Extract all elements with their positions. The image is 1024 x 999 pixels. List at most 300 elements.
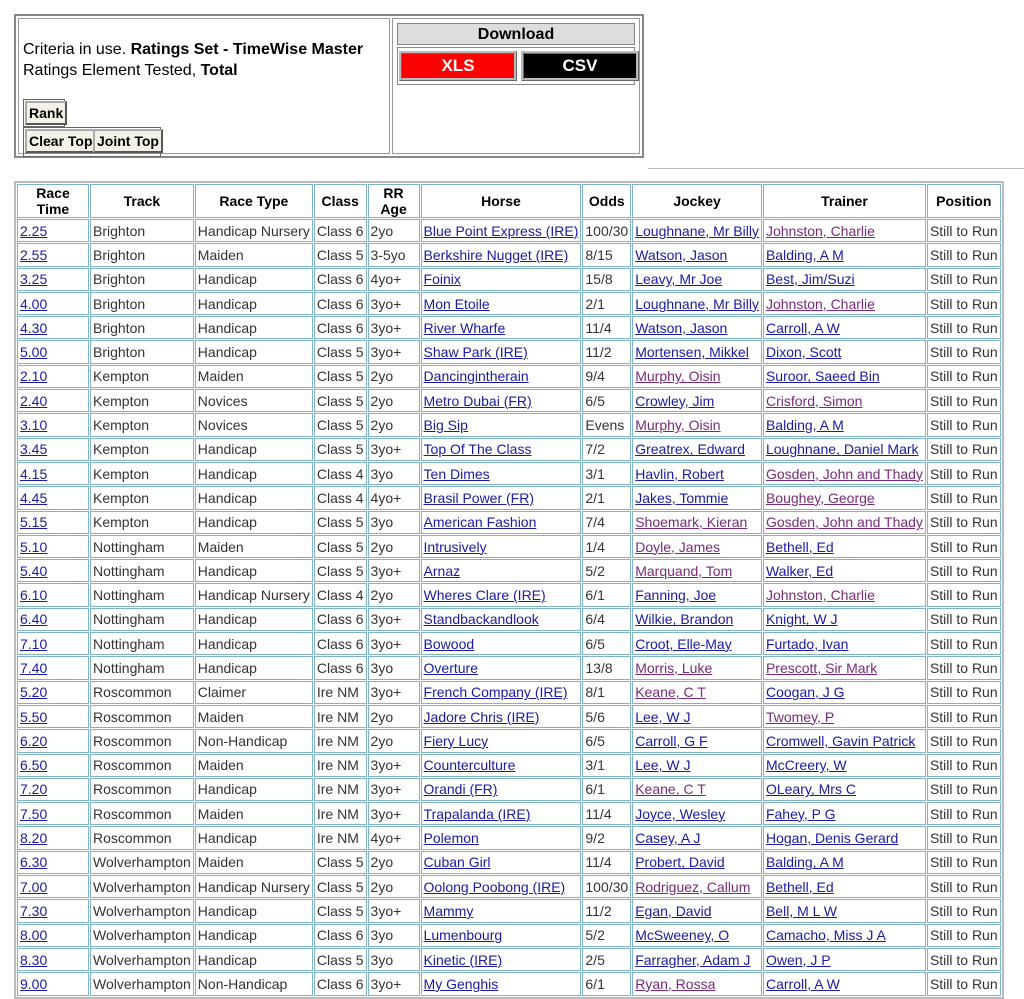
jockey-link[interactable]: Fanning, Joe	[635, 587, 717, 604]
cell-trainer	[763, 535, 926, 558]
trainer-link[interactable]: Walker, Ed	[765, 562, 834, 579]
race-time-link[interactable]: 7.10	[20, 635, 48, 652]
race-time-link[interactable]: 2.25	[20, 222, 48, 239]
cell-position: Still to Run	[927, 632, 1001, 655]
cell-odds: 11/2	[582, 340, 631, 363]
element-prefix: Ratings Element Tested,	[23, 62, 201, 79]
horse-link[interactable]: Jadore Chris (IRE)	[423, 708, 540, 725]
jockey-link[interactable]: Probert, David	[635, 854, 725, 871]
cell-race-type: Handicap	[195, 462, 313, 485]
trainer-link[interactable]: Carroll, A W	[765, 319, 840, 336]
horse-link[interactable]: River Wharfe	[423, 319, 506, 336]
cell-class: Class 5	[314, 851, 367, 874]
cell-rr-age: 3yo+	[368, 438, 420, 461]
cell-class: Class 4	[314, 486, 367, 509]
jockey-link[interactable]: Havlin, Robert	[635, 465, 724, 482]
cell-track: Roscommon	[90, 729, 194, 752]
cell-race-type: Claimer	[195, 681, 313, 704]
race-time-link[interactable]: 6.30	[20, 854, 48, 871]
download-title: Download	[397, 23, 635, 45]
cell-rr-age: 2yo	[368, 729, 420, 752]
cell-track: Kempton	[90, 438, 194, 461]
cell-trainer	[763, 438, 926, 461]
trainer-link[interactable]: Bethell, Ed	[765, 538, 834, 555]
table-row	[17, 875, 1001, 898]
cell-rr-age: 3yo+	[368, 632, 420, 655]
jockey-link[interactable]: Doyle, James	[635, 538, 721, 555]
header-track: Track	[90, 184, 194, 218]
cell-rr-age: 2yo	[368, 535, 420, 558]
race-time-link[interactable]: 3.45	[20, 441, 48, 458]
cell-race-time	[17, 389, 89, 412]
trainer-link[interactable]: Bell, M L W	[765, 902, 838, 919]
cell-class: Class 6	[314, 656, 367, 679]
horse-link[interactable]: Shaw Park (IRE)	[423, 344, 528, 361]
horse-link[interactable]: Wheres Clare (IRE)	[423, 587, 546, 604]
cell-rr-age: 3yo	[368, 948, 420, 971]
jockey-link[interactable]: Murphy, Oisin	[635, 417, 721, 434]
cell-horse	[421, 243, 582, 266]
cell-race-type: Handicap	[195, 632, 313, 655]
cell-race-type: Handicap	[195, 559, 313, 582]
jockey-link[interactable]: Joyce, Wesley	[635, 805, 726, 822]
horse-link[interactable]: Intrusively	[423, 538, 487, 555]
table-row	[17, 826, 1001, 849]
horse-link[interactable]: Orandi (FR)	[423, 781, 498, 798]
trainer-link[interactable]: Boughey, George	[765, 489, 875, 506]
cell-jockey	[632, 535, 762, 558]
horse-link[interactable]: Top Of The Class	[423, 441, 532, 458]
jockey-link[interactable]: Morris, Luke	[635, 659, 713, 676]
jockey-link[interactable]: Loughnane, Mr Billy	[635, 222, 759, 239]
cell-race-type: Maiden	[195, 243, 313, 266]
cell-rr-age: 2yo	[368, 583, 420, 606]
cell-class: Class 6	[314, 924, 367, 947]
cell-track: Brighton	[90, 316, 194, 339]
cell-horse	[421, 340, 582, 363]
cell-race-time	[17, 219, 89, 242]
race-time-link[interactable]: 2.55	[20, 246, 48, 263]
jockey-link[interactable]: Mortensen, Mikkel	[635, 344, 749, 361]
cell-track: Roscommon	[90, 681, 194, 704]
horse-link[interactable]: Metro Dubai (FR)	[423, 392, 532, 409]
cell-jockey	[632, 899, 762, 922]
cell-track: Roscommon	[90, 778, 194, 801]
cell-horse	[421, 365, 582, 388]
cell-class: Ire NM	[314, 826, 367, 849]
cell-class: Class 5	[314, 340, 367, 363]
cell-race-time	[17, 729, 89, 752]
trainer-link[interactable]: Johnston, Charlie	[765, 295, 875, 312]
race-time-link[interactable]: 5.20	[20, 684, 48, 701]
table-row	[17, 705, 1001, 728]
cell-rr-age: 4yo+	[368, 268, 420, 291]
rank-button[interactable]: Rank	[25, 101, 67, 125]
jockey-link[interactable]: Marquand, Tom	[635, 562, 733, 579]
race-time-link[interactable]: 8.20	[20, 830, 48, 847]
cell-trainer	[763, 705, 926, 728]
cell-position: Still to Run	[927, 851, 1001, 874]
table-row	[17, 340, 1001, 363]
trainer-link[interactable]: OLeary, Mrs C	[765, 781, 856, 798]
cell-horse	[421, 219, 582, 242]
cell-class: Class 5	[314, 243, 367, 266]
cell-track: Kempton	[90, 462, 194, 485]
cell-horse	[421, 778, 582, 801]
jockey-link[interactable]: Rodriguez, Callum	[635, 878, 751, 895]
cell-race-type: Novices	[195, 413, 313, 436]
cell-jockey	[632, 802, 762, 825]
cell-race-time	[17, 243, 89, 266]
horse-link[interactable]: Bowood	[423, 635, 475, 652]
cell-trainer	[763, 656, 926, 679]
horse-link[interactable]: Standbackandlook	[423, 611, 539, 628]
cell-track: Nottingham	[90, 583, 194, 606]
cell-race-type: Maiden	[195, 851, 313, 874]
jockey-link[interactable]: Shoemark, Kieran	[635, 514, 748, 531]
csv-download-button[interactable]: CSV	[521, 51, 639, 81]
trainer-link[interactable]: Johnston, Charlie	[765, 587, 875, 604]
cell-class: Class 5	[314, 389, 367, 412]
horse-link[interactable]: Mammy	[423, 902, 474, 919]
cell-rr-age: 3yo+	[368, 802, 420, 825]
cell-class: Class 6	[314, 972, 367, 995]
cell-class: Class 5	[314, 899, 367, 922]
race-time-link[interactable]: 7.50	[20, 805, 48, 822]
trainer-link[interactable]: Balding, A M	[765, 417, 844, 434]
header-race-time: Race Time	[17, 184, 89, 218]
cell-race-time	[17, 535, 89, 558]
trainer-link[interactable]: McCreery, W	[765, 757, 847, 774]
jockey-link[interactable]: Leavy, Mr Joe	[635, 271, 723, 288]
trainer-link[interactable]: Camacho, Miss J A	[765, 927, 886, 944]
cell-horse	[421, 608, 582, 631]
cell-position: Still to Run	[927, 924, 1001, 947]
xls-download-button[interactable]: XLS	[399, 51, 517, 81]
cell-position: Still to Run	[927, 681, 1001, 704]
cell-trainer	[763, 924, 926, 947]
jockey-link[interactable]: Lee, W J	[635, 708, 691, 725]
header-race-type: Race Type	[195, 184, 313, 218]
cell-position: Still to Run	[927, 972, 1001, 995]
cell-race-type: Handicap	[195, 778, 313, 801]
cell-rr-age: 3yo	[368, 656, 420, 679]
trainer-link[interactable]: Hogan, Denis Gerard	[765, 830, 899, 847]
cell-race-type: Handicap	[195, 826, 313, 849]
cell-jockey	[632, 559, 762, 582]
cell-horse	[421, 559, 582, 582]
cell-jockey	[632, 826, 762, 849]
jockey-link[interactable]: Watson, Jason	[635, 246, 728, 263]
trainer-link[interactable]: Best, Jim/Suzi	[765, 271, 855, 288]
cell-rr-age: 3yo+	[368, 681, 420, 704]
cell-trainer	[763, 413, 926, 436]
criteria-prefix: Criteria in use.	[23, 41, 131, 58]
cell-odds: 6/1	[582, 778, 631, 801]
horse-link[interactable]: Fiery Lucy	[423, 732, 489, 749]
criteria-box	[18, 18, 390, 154]
cell-odds: 5/2	[582, 924, 631, 947]
cell-trainer	[763, 365, 926, 388]
cell-race-time	[17, 899, 89, 922]
horse-link[interactable]: French Company (IRE)	[423, 684, 568, 701]
race-time-link[interactable]: 2.40	[20, 392, 48, 409]
horse-link[interactable]: Mon Etoile	[423, 295, 490, 312]
jockey-link[interactable]: Egan, David	[635, 902, 712, 919]
trainer-link[interactable]: Loughnane, Daniel Mark	[765, 441, 919, 458]
cell-class: Ire NM	[314, 705, 367, 728]
horse-link[interactable]: Counterculture	[423, 757, 516, 774]
cell-horse	[421, 632, 582, 655]
horse-link[interactable]: Cuban Girl	[423, 854, 491, 871]
race-time-link[interactable]: 2.10	[20, 368, 48, 385]
jockey-link[interactable]: Watson, Jason	[635, 319, 728, 336]
trainer-link[interactable]: Twomey, P	[765, 708, 835, 725]
cell-trainer	[763, 729, 926, 752]
race-time-link[interactable]: 9.00	[20, 975, 48, 992]
horse-link[interactable]: Kinetic (IRE)	[423, 951, 503, 968]
cell-rr-age: 3yo+	[368, 608, 420, 631]
horse-link[interactable]: Dancingintherain	[423, 368, 529, 385]
trainer-link[interactable]: Owen, J P	[765, 951, 831, 968]
race-time-link[interactable]: 5.00	[20, 344, 48, 361]
horse-link[interactable]: Overture	[423, 659, 479, 676]
race-time-link[interactable]: 6.40	[20, 611, 48, 628]
jockey-link[interactable]: Jakes, Tommie	[635, 489, 729, 506]
cell-odds: 2/5	[582, 948, 631, 971]
cell-race-type: Handicap	[195, 899, 313, 922]
jockey-link[interactable]: Lee, W J	[635, 757, 691, 774]
element-line	[23, 62, 238, 80]
cell-trainer	[763, 632, 926, 655]
trainer-link[interactable]: Carroll, A W	[765, 975, 840, 992]
cell-trainer	[763, 583, 926, 606]
jockey-link[interactable]: Keane, C T	[635, 781, 706, 798]
cell-trainer	[763, 608, 926, 631]
cell-race-time	[17, 268, 89, 291]
horse-link[interactable]: Oolong Poobong (IRE)	[423, 878, 566, 895]
race-time-link[interactable]: 8.30	[20, 951, 48, 968]
cell-race-time	[17, 754, 89, 777]
horse-link[interactable]: Lumenbourg	[423, 927, 503, 944]
cell-track: Kempton	[90, 413, 194, 436]
table-row	[17, 632, 1001, 655]
cell-class: Class 6	[314, 268, 367, 291]
cell-track: Roscommon	[90, 705, 194, 728]
trainer-link[interactable]: Bethell, Ed	[765, 878, 834, 895]
clear-top-button[interactable]: Clear Top	[25, 129, 97, 153]
trainer-link[interactable]: Crisford, Simon	[765, 392, 863, 409]
race-time-link[interactable]: 8.00	[20, 927, 48, 944]
cell-race-time	[17, 486, 89, 509]
cell-jockey	[632, 729, 762, 752]
cell-horse	[421, 438, 582, 461]
cell-trainer	[763, 681, 926, 704]
cell-class: Ire NM	[314, 681, 367, 704]
cell-race-time	[17, 559, 89, 582]
jockey-link[interactable]: Farragher, Adam J	[635, 951, 751, 968]
trainer-link[interactable]: Knight, W J	[765, 611, 838, 628]
horse-link[interactable]: Arnaz	[423, 562, 461, 579]
cell-odds: 3/1	[582, 754, 631, 777]
table-row	[17, 486, 1001, 509]
cell-track: Kempton	[90, 389, 194, 412]
table-header-row	[17, 184, 1001, 218]
cell-horse	[421, 875, 582, 898]
cell-class: Class 4	[314, 462, 367, 485]
trainer-link[interactable]: Cromwell, Gavin Patrick	[765, 732, 916, 749]
race-time-link[interactable]: 5.40	[20, 562, 48, 579]
race-time-link[interactable]: 5.50	[20, 708, 48, 725]
cell-race-time	[17, 778, 89, 801]
cell-jockey	[632, 632, 762, 655]
cell-race-time	[17, 583, 89, 606]
trainer-link[interactable]: Coogan, J G	[765, 684, 845, 701]
cell-class: Class 5	[314, 413, 367, 436]
cell-class: Ire NM	[314, 754, 367, 777]
horse-link[interactable]: Big Sip	[423, 417, 468, 434]
horse-link[interactable]: Brasil Power (FR)	[423, 489, 535, 506]
trainer-link[interactable]: Prescott, Sir Mark	[765, 659, 878, 676]
cell-horse	[421, 972, 582, 995]
cell-position: Still to Run	[927, 778, 1001, 801]
download-box	[392, 18, 640, 154]
race-time-link[interactable]: 4.30	[20, 319, 48, 336]
cell-race-type: Handicap Nursery	[195, 583, 313, 606]
table-row	[17, 754, 1001, 777]
jockey-link[interactable]: McSweeney, O	[635, 927, 730, 944]
races-table	[14, 181, 1004, 999]
cell-position: Still to Run	[927, 511, 1001, 534]
cell-class: Class 6	[314, 292, 367, 315]
jockey-link[interactable]: Murphy, Oisin	[635, 368, 721, 385]
header-odds: Odds	[582, 184, 631, 218]
jockey-link[interactable]: Casey, A J	[635, 830, 701, 847]
trainer-link[interactable]: Johnston, Charlie	[765, 222, 875, 239]
cell-rr-age: 3yo	[368, 924, 420, 947]
race-time-link[interactable]: 5.15	[20, 514, 48, 531]
cell-race-time	[17, 365, 89, 388]
race-time-link[interactable]: 7.30	[20, 902, 48, 919]
cell-position: Still to Run	[927, 365, 1001, 388]
cell-horse	[421, 486, 582, 509]
cell-race-time	[17, 608, 89, 631]
jockey-link[interactable]: Keane, C T	[635, 684, 706, 701]
table-row	[17, 243, 1001, 266]
horse-link[interactable]: Trapalanda (IRE)	[423, 805, 531, 822]
cell-race-time	[17, 511, 89, 534]
trainer-link[interactable]: Suroor, Saeed Bin	[765, 368, 880, 385]
jockey-link[interactable]: Ryan, Rossa	[635, 975, 716, 992]
trainer-link[interactable]: Balding, A M	[765, 854, 844, 871]
trainer-link[interactable]: Balding, A M	[765, 246, 844, 263]
cell-race-type: Handicap	[195, 340, 313, 363]
jockey-link[interactable]: Carroll, G F	[635, 732, 708, 749]
cell-race-time	[17, 656, 89, 679]
horse-link[interactable]: My Genghis	[423, 975, 499, 992]
cell-position: Still to Run	[927, 219, 1001, 242]
horse-link[interactable]: Berkshire Nugget (IRE)	[423, 246, 569, 263]
jockey-link[interactable]: Loughnane, Mr Billy	[635, 295, 759, 312]
cell-race-type: Handicap	[195, 948, 313, 971]
cell-rr-age: 3yo	[368, 462, 420, 485]
trainer-link[interactable]: Fahey, P G	[765, 805, 836, 822]
cell-horse	[421, 656, 582, 679]
cell-race-time	[17, 924, 89, 947]
cell-odds: 6/5	[582, 729, 631, 752]
table-row	[17, 656, 1001, 679]
jockey-link[interactable]: Greatrex, Edward	[635, 441, 745, 458]
trainer-link[interactable]: Furtado, Ivan	[765, 635, 849, 652]
cell-position: Still to Run	[927, 243, 1001, 266]
joint-top-button[interactable]: Joint Top	[93, 129, 163, 153]
cell-jockey	[632, 608, 762, 631]
cell-class: Class 5	[314, 365, 367, 388]
criteria-panel	[14, 14, 644, 158]
race-time-link[interactable]: 6.20	[20, 732, 48, 749]
cell-track: Roscommon	[90, 754, 194, 777]
race-time-link[interactable]: 7.40	[20, 659, 48, 676]
cell-odds: 1/4	[582, 535, 631, 558]
cell-class: Class 5	[314, 875, 367, 898]
horse-link[interactable]: Foinix	[423, 271, 461, 288]
race-time-link[interactable]: 3.10	[20, 417, 48, 434]
race-time-link[interactable]: 4.15	[20, 465, 48, 482]
trainer-link[interactable]: Gosden, John and Thady	[765, 514, 923, 531]
cell-trainer	[763, 851, 926, 874]
cell-rr-age: 3yo+	[368, 559, 420, 582]
cell-race-time	[17, 413, 89, 436]
horse-link[interactable]: Ten Dimes	[423, 465, 490, 482]
cell-class: Ire NM	[314, 729, 367, 752]
cell-track: Nottingham	[90, 632, 194, 655]
header-jockey: Jockey	[632, 184, 762, 218]
jockey-link[interactable]: Croot, Elle-May	[635, 635, 732, 652]
horse-link[interactable]: American Fashion	[423, 514, 537, 531]
horse-link[interactable]: Polemon	[423, 830, 479, 847]
race-time-link[interactable]: 7.20	[20, 781, 48, 798]
cell-jockey	[632, 778, 762, 801]
cell-rr-age: 2yo	[368, 389, 420, 412]
race-time-link[interactable]: 6.50	[20, 757, 48, 774]
cell-horse	[421, 535, 582, 558]
jockey-link[interactable]: Wilkie, Brandon	[635, 611, 734, 628]
cell-rr-age: 4yo+	[368, 486, 420, 509]
cell-track: Brighton	[90, 243, 194, 266]
cell-race-type: Novices	[195, 389, 313, 412]
cell-race-time	[17, 802, 89, 825]
jockey-link[interactable]: Crowley, Jim	[635, 392, 715, 409]
race-time-link[interactable]: 4.45	[20, 489, 48, 506]
trainer-link[interactable]: Gosden, John and Thady	[765, 465, 923, 482]
cell-odds: 100/30	[582, 875, 631, 898]
cell-jockey	[632, 924, 762, 947]
cell-rr-age: 3yo+	[368, 316, 420, 339]
trainer-link[interactable]: Dixon, Scott	[765, 344, 842, 361]
cell-odds: 6/5	[582, 389, 631, 412]
race-time-link[interactable]: 5.10	[20, 538, 48, 555]
cell-trainer	[763, 316, 926, 339]
cell-position: Still to Run	[927, 754, 1001, 777]
race-time-link[interactable]: 7.00	[20, 878, 48, 895]
table-row	[17, 268, 1001, 291]
race-time-link[interactable]: 6.10	[20, 587, 48, 604]
race-time-link[interactable]: 3.25	[20, 271, 48, 288]
race-time-link[interactable]: 4.00	[20, 295, 48, 312]
horse-link[interactable]: Blue Point Express (IRE)	[423, 222, 579, 239]
cell-class: Ire NM	[314, 802, 367, 825]
cell-horse	[421, 268, 582, 291]
